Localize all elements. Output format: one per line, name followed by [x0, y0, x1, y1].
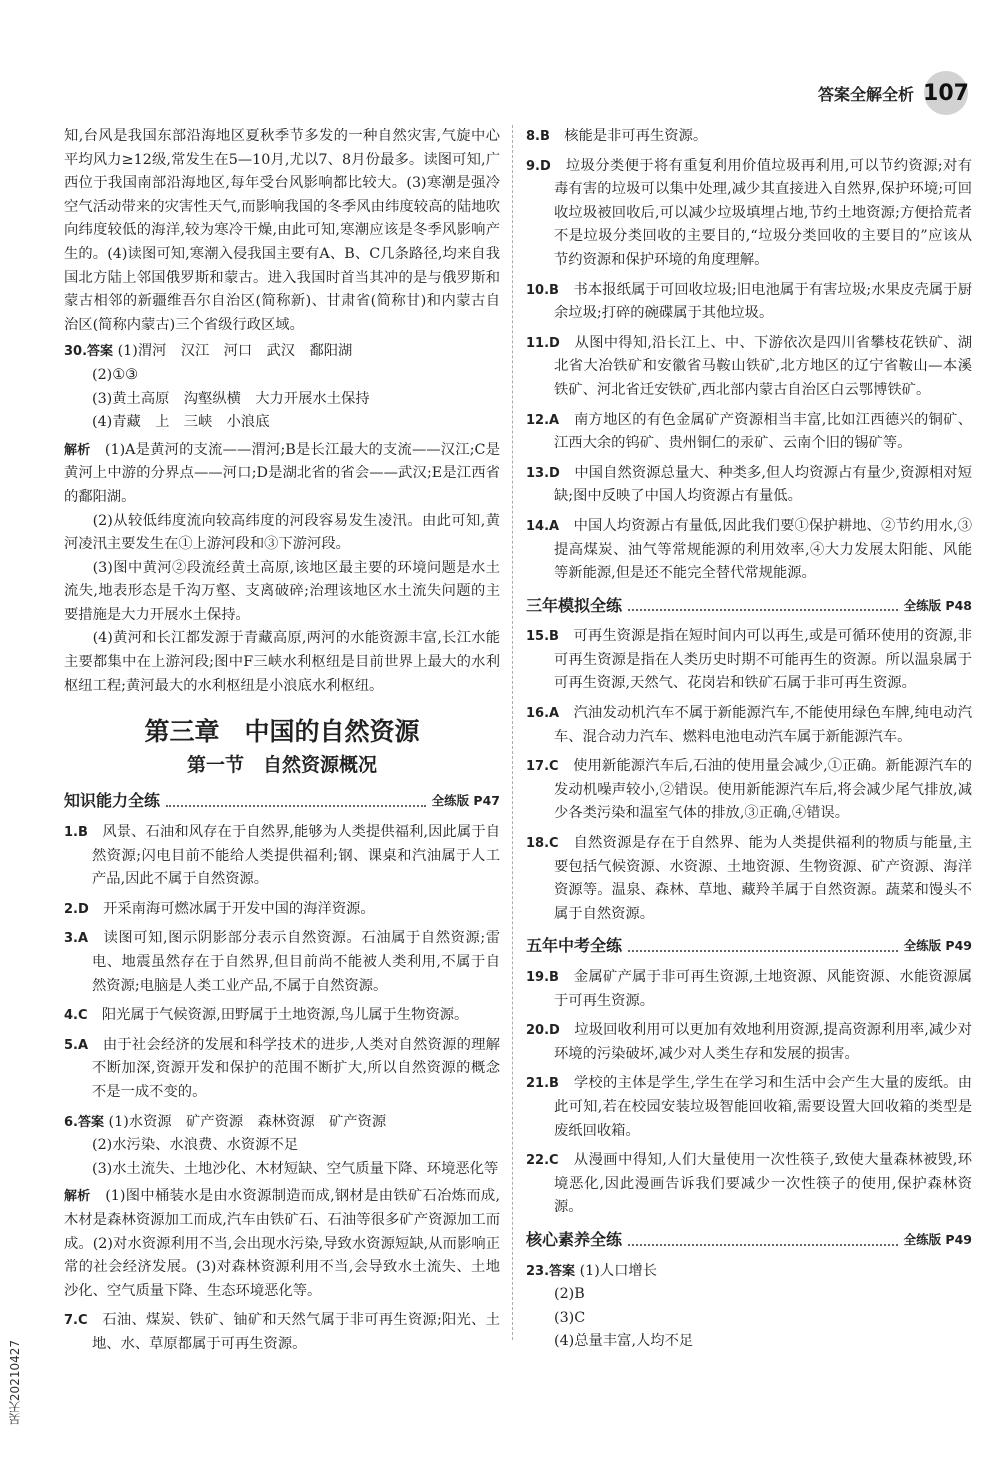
answer-item: 9.D 垃圾分类便于将有重复利用价值垃圾再利用,可以节约资源;对有毒有害的垃圾可以集中处理,减少其直接进入自然界,保护环境;可回收垃圾被回收后,可以减少垃圾填埋占地,节约土地资源;方便拾荒者不是垃圾分类回收的主要目的,“垃圾分类回收的主要目的”应该从节约资源和保护环境的角度理解。 — [526, 157, 973, 268]
header-title: 答案全解全析 — [817, 84, 914, 104]
jiexi-text: (1)A是黄河的支流——渭河;B是长江最大的支流——汉江;C是黄河上中游的分界点——河口;D是湖北省的省会——武汉;E是江西省的鄱阳湖。 — [64, 441, 500, 505]
section-ref: 全练版 P49 — [903, 938, 972, 954]
column-divider — [512, 125, 513, 1340]
answer-line: (3)水土流失、土地沙化、木材短缺、空气质量下降、环境恶化等 — [92, 1160, 499, 1177]
answer-item: 16.A 汽油发动机汽车不属于新能源汽车,不能使用绿色车牌,纯电动汽车、混合动力汽车、燃料电池电动汽车属于新能源汽车。 — [526, 705, 972, 745]
answer-item: 18.C 自然资源是存在于自然界、能为人类提供福利的物质与能量,主要包括气候资源、水资源、土地资源、生物资源、矿产资源、海洋资源等。温泉、森林、草地、藏羚羊属于自然资源。蔬菜和馒头不属于自然资源。 — [526, 835, 972, 922]
section-ref: 全练版 P47 — [431, 793, 500, 809]
answer-item: 8.B 核能是非可再生资源。 — [526, 128, 708, 144]
answer-item: 1.B 风景、石油和风存在于自然界,能够为人类提供福利,因此属于自然资源;闪电目前不能给人类提供福利;钢、课桌和汽油属于人工产品,因此不属于自然资源。 — [64, 824, 501, 888]
answer-line: (2)①③ — [92, 366, 138, 383]
dotted-leader — [628, 940, 898, 952]
answer-item: 19.B 金属矿产属于非可再生资源,土地资源、风能资源、水能资源属于可再生资源。 — [526, 969, 973, 1009]
answer-line: (3)C — [554, 1309, 586, 1326]
answer-item: 17.C 使用新能源汽车后,石油的使用量会减少,①正确。新能源汽车的发动机噪声较小,②错误。使用新能源汽车后,将会减少尾气排放,减少各类污染和温室气体的排放,③正确,④错误。 — [526, 758, 973, 822]
section-title: 第一节 自然资源概况 — [186, 753, 377, 776]
answer-line: (4)总量丰富,人均不足 — [554, 1333, 694, 1350]
side-code: 吴天20210427 — [8, 1340, 22, 1426]
section-name: 核心素养全练 — [526, 1229, 623, 1249]
chapter-title: 第三章 中国的自然资源 — [144, 717, 420, 747]
answer-line: (2)水污染、水浪费、水资源不足 — [92, 1137, 299, 1154]
dotted-leader — [166, 795, 426, 807]
section-header — [64, 789, 500, 813]
answer-item: 13.D 中国自然资源总量大、种类多,但人均资源占有量少,资源相对短缺;图中反映了中国人均资源占有量低。 — [526, 464, 972, 505]
dotted-leader — [628, 1234, 898, 1246]
question-6 — [64, 1111, 500, 1304]
answer-item: 21.B 学校的主体是学生,学生在学习和生活中会产生大量的废纸。由此可知,若在校园安装垃圾智能回收箱,需要设置大回收箱的类型是废纸回收箱。 — [526, 1075, 973, 1139]
jiexi-label: 解析 — [64, 442, 91, 458]
section-header — [526, 594, 972, 618]
right-column — [526, 125, 972, 1354]
question-30 — [64, 340, 500, 698]
left-column — [64, 125, 500, 1363]
section-name: 三年模拟全练 — [526, 595, 623, 615]
answer-line: (1)人口增长 — [579, 1262, 658, 1279]
answer-item: 7.C 石油、煤炭、铁矿、铀矿和天然气属于非可再生资源;阳光、土地、水、草原都属于可再生资源。 — [64, 1312, 500, 1352]
question-23 — [526, 1260, 972, 1354]
jiexi-text: (3)图中黄河②段流经黄土高原,该地区最主要的环境问题是水土流失,地表形态是千沟万壑、支离破碎;治理该地区水土流失问题的主要措施是大力开展水土保持。 — [64, 559, 500, 623]
continued-answer: 知,台风是我国东部沿海地区夏秋季节多发的一种自然灾害,气旋中心平均风力≥12级,常发生在5—10月,尤以7、8月份最多。读图可知,广西位于我国南部沿海地区,每年受台风影响都比较大。(3)寒潮是强冷空气活动带来的灾害性天气,而影响我国的冬季风由纬度较高的陆地吹向纬度较低的海洋,较为寒冷干燥,由此可知,寒潮应该是冬季风影响产生的。(4)读图可知,寒潮入侵我国主要有A、B、C几条路径,均来自我国北方陆上邻国俄罗斯和蒙古。进入我国时首当其冲的是与俄罗斯和蒙古相邻的新疆维吾尔自治区(简称新)、甘肃省(简称甘)和内蒙古自治区(简称内蒙古)三个省级行政区域。 — [64, 128, 500, 333]
answer-line: (1)水资源 矿产资源 森林资源 矿产资源 — [108, 1113, 387, 1130]
section-header — [526, 1228, 972, 1252]
section-ref: 全练版 P49 — [903, 1231, 972, 1247]
section-name: 五年中考全练 — [526, 936, 623, 956]
answer-item: 12.A 南方地区的有色金属矿产资源相当丰富,比如江西德兴的铜矿、江西大余的钨矿、贵州铜仁的汞矿、云南个旧的锡矿等。 — [526, 411, 973, 452]
answer-item: 10.B 书本报纸属于可回收垃圾;旧电池属于有害垃圾;水果皮壳属于厨余垃圾;打碎的碗碟属于其他垃圾。 — [526, 281, 973, 322]
answer-line: (1)渭河 汉江 河口 武汉 鄱阳湖 — [117, 343, 353, 360]
answer-item: 15.B 可再生资源是指在短时间内可以再生,或是可循环使用的资源,非可再生资源是指在人类历史时期不可能再生的资源。所以温泉属于可再生资源,天然气、花岗岩和铁矿石属于非可再生资源。 — [526, 628, 972, 692]
section-header — [526, 934, 972, 958]
answer-item: 5.A 由于社会经济的发展和科学技术的进步,人类对自然资源的理解不断加深,资源开发和保护的范围不断扩大,所以自然资源的概念不是一成不变的。 — [64, 1036, 501, 1100]
section-name: 知识能力全练 — [64, 791, 161, 811]
answer-line: (3)黄土高原 沟壑纵横 大力开展水土保持 — [92, 390, 370, 407]
dotted-leader — [628, 599, 898, 611]
page-header — [818, 68, 968, 118]
answer-line: (2)B — [554, 1286, 585, 1303]
question-number: 6.答案 — [64, 1114, 104, 1130]
answer-item: 22.C 从漫画中得知,人们大量使用一次性筷子,致使大量森林被毁,环境恶化,因此漫画告诉我们要减少一次性筷子的使用,保护森林资源。 — [526, 1152, 972, 1216]
answer-item: 14.A 中国人均资源占有量低,因此我们要①保护耕地、②节约用水,③提高煤炭、油气等常规能源的利用效率,④大力发展太阳能、风能等新能源,但是还不能完全替代常规能源。 — [526, 517, 972, 582]
answer-item: 11.D 从图中得知,沿长江上、中、下游依次是四川省攀枝花铁矿、湖北省大冶铁矿和安徽省马鞍山铁矿,北方地区的辽宁省鞍山—本溪铁矿、河北省迁安铁矿,西北部内蒙古自治区白云鄂博铁矿。 — [526, 334, 973, 398]
answer-item: 3.A 读图可知,图示阴影部分表示自然资源。石油属于自然资源;雷电、地震虽然存在于自然界,但目前尚不能被人类利用,不属于自然资源;电脑是人类工业产品,不属于自然资源。 — [64, 930, 501, 994]
answer-line: (4)青藏 上 三峡 小浪底 — [92, 414, 270, 431]
question-number: 23.答案 — [526, 1263, 576, 1279]
question-number: 30.答案 — [64, 344, 114, 360]
jiexi-text: (1)图中桶装水是由水资源制造而成,钢材是由铁矿石冶炼而成,木材是森林资源加工而成,汽车由铁矿石、石油等很多矿产资源加工而成。(2)对水资源利用不当,会出现水污染,导致水资源短缺,从而影响正常的社会经济发展。(3)对森林资源利用不当,会导致水土流失、土地沙化、空气质量下降、生态环境恶化等。 — [64, 1188, 501, 1299]
jiexi-label: 解析 — [64, 1189, 91, 1205]
jiexi-text: (2)从较低纬度流向较高纬度的河段容易发生凌汛。由此可知,黄河凌汛主要发生在①上游河段和③下游河段。 — [64, 512, 500, 553]
jiexi-text: (4)黄河和长江都发源于青藏高原,两河的水能资源丰富,长江水能主要都集中在上游河段;图中F三峡水利枢纽是目前世界上最大的水利枢纽工程;黄河最大的水利枢纽是小浪底水利枢纽。 — [64, 630, 500, 694]
answer-item: 20.D 垃圾回收利用可以更加有效地利用资源,提高资源利用率,减少对环境的污染破坏,减少对人类生存和发展的损害。 — [526, 1022, 972, 1062]
answer-item: 4.C 阳光属于气候资源,田野属于土地资源,鸟儿属于生物资源。 — [64, 1007, 469, 1024]
page-number: 107 — [924, 71, 968, 115]
section-ref: 全练版 P48 — [903, 597, 972, 613]
answer-item: 2.D 开采南海可燃冰属于开发中国的海洋资源。 — [64, 900, 375, 917]
